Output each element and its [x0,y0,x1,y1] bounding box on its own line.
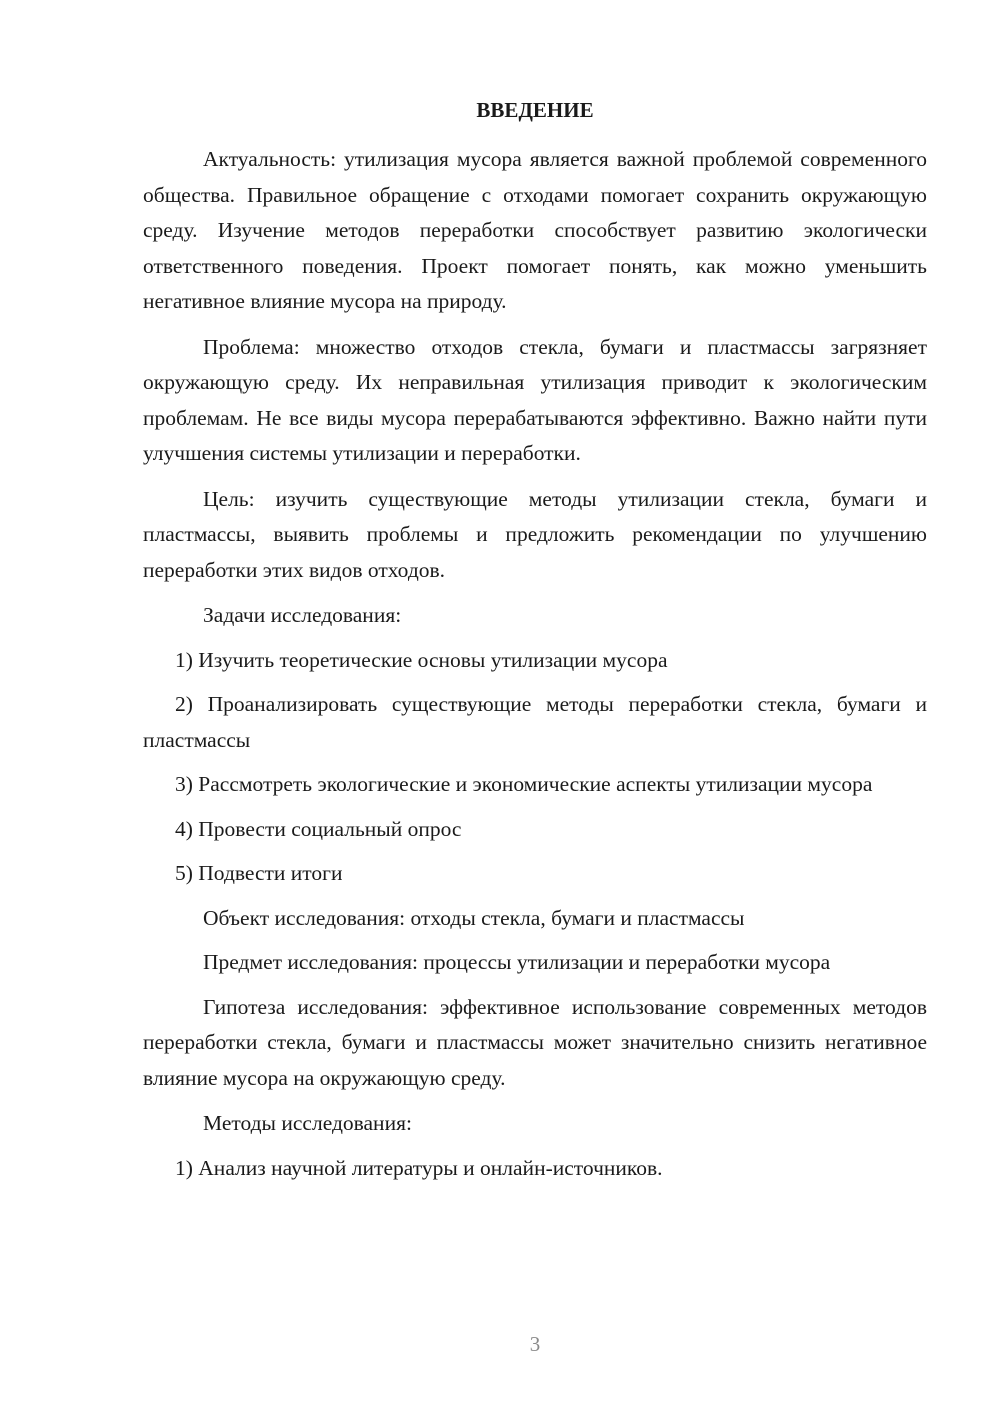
task-item-1: 1) Изучить теоретические основы утилизации мусора [175,647,668,672]
relevance-paragraph: Актуальность: утилизация мусора является важной проблемой современного общества. Правильное обращение с отходами помогает сохранить окружающую среду. Изучение методов переработки способствует развитию экологически ответственного поведения. Проект помогает понять, как можно уменьшить негативное влияние мусора на природу. [143,147,927,313]
task-item-5: 5) Подвести итоги [175,861,343,885]
subject-line: Предмет исследования: процессы утилизации и переработки мусора [203,950,831,974]
object-line: Объект исследования: отходы стекла, бумаги и пластмассы [203,905,745,930]
task-item-2: 2) Проанализировать существующие методы переработки стекла, бумаги и пластмассы [143,692,927,752]
methods-heading: Методы исследования: [203,1111,412,1135]
task-item-3: 3) Рассмотреть экологические и экономические аспекты утилизации мусора [175,772,873,796]
hypothesis-paragraph: Гипотеза исследования: эффективное использование современных методов переработки стекла, бумаги и пластмассы может значительно снизить негативное влияние мусора на окружающую среду. [143,994,927,1090]
method-item-1: 1) Анализ научной литературы и онлайн-источников. [175,1155,663,1180]
task-item-4: 4) Провести социальный опрос [175,816,462,841]
page-number: 3 [529,1332,541,1356]
goal-paragraph: Цель: изучить существующие методы утилизации стекла, бумаги и пластмассы, выявить проблемы и предложить рекомендации по улучшению переработки этих видов отходов. [143,486,927,582]
problem-paragraph: Проблема: множество отходов стекла, бумаги и пластмассы загрязняет окружающую среду. Их неправильная утилизация приводит к экологическим проблемам. Не все виды мусора перерабатываются эффективно. Важно найти пути улучшения системы утилизации и переработки. [143,334,927,465]
tasks-heading: Задачи исследования: [203,603,402,627]
document-page [143,92,927,1195]
section-title: ВВЕДЕНИЕ [476,98,594,122]
